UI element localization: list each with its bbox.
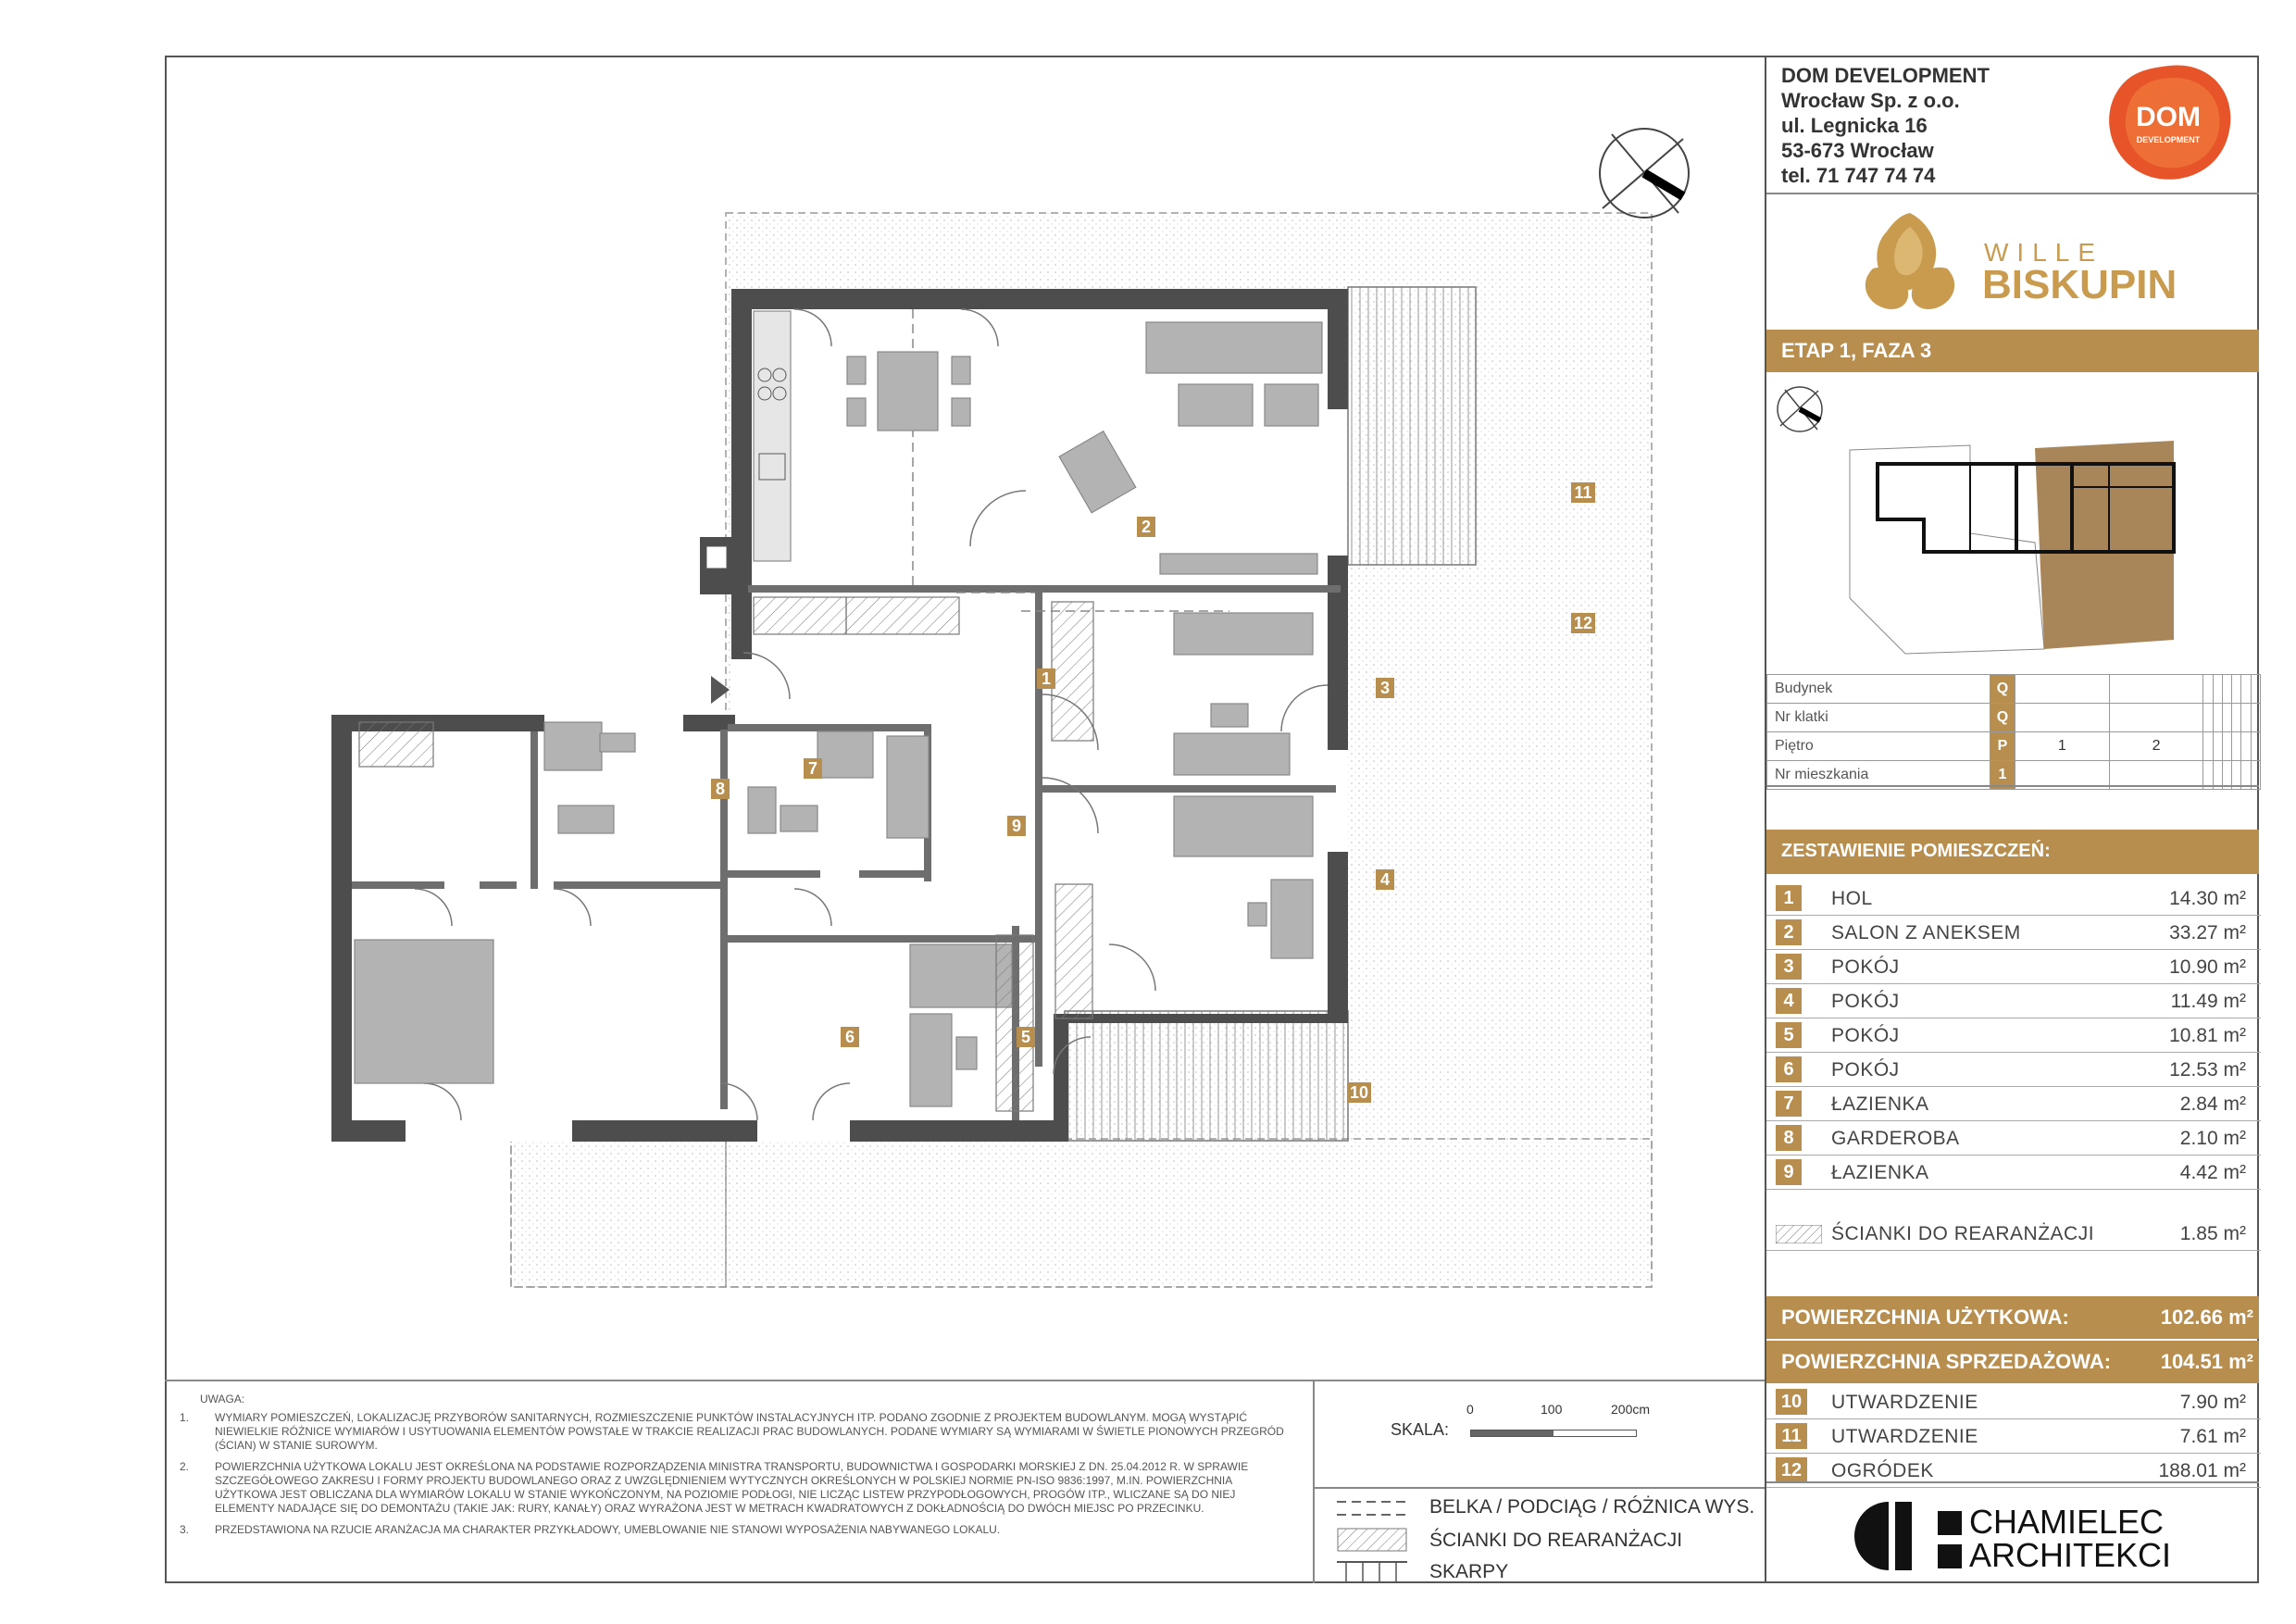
room-row <box>1766 1156 2261 1190</box>
terrace-10 <box>1065 1011 1348 1141</box>
info-cell <box>2232 704 2241 732</box>
info-cell <box>2015 704 2110 732</box>
company-line: 53-673 Wrocław <box>1781 139 1934 162</box>
room-label-9 <box>1007 816 1026 836</box>
room-area: 10.81 m² <box>2169 1025 2246 1046</box>
legend-walls-label: ŚCIANKI DO REARANŻACJI <box>1429 1530 1683 1551</box>
extra-row <box>1766 1385 2261 1419</box>
scale-label: SKALA: <box>1391 1420 1450 1439</box>
walls-row-label: ŚCIANKI DO REARANŻACJI <box>1831 1223 2095 1244</box>
architect-logo <box>1854 1502 2243 1576</box>
room-number: 5 <box>1776 1022 1802 1048</box>
info-panel <box>1765 56 2259 1583</box>
info-cell <box>2251 675 2260 704</box>
room-area: 10.90 m² <box>2169 956 2246 978</box>
info-cell <box>2213 732 2222 761</box>
info-cell <box>2213 675 2222 704</box>
room-row <box>1766 1087 2261 1121</box>
info-row <box>1767 732 2261 761</box>
scale-tick: 200cm <box>1611 1402 1651 1417</box>
walls-row-area: 1.85 m² <box>2179 1223 2246 1244</box>
extra-area: 7.90 m² <box>2179 1392 2246 1413</box>
info-cell <box>2109 704 2203 732</box>
company-line: tel. 71 747 74 74 <box>1781 164 1936 187</box>
info-cell <box>2222 704 2231 732</box>
room-number: 1 <box>1776 885 1802 911</box>
floor-plan <box>165 56 1766 1380</box>
room-area: 2.10 m² <box>2179 1128 2246 1149</box>
info-code: P <box>1990 732 2015 761</box>
room-name: POKÓJ <box>1831 1025 1900 1046</box>
info-row <box>1767 675 2261 704</box>
room-label-6 <box>841 1027 859 1047</box>
info-cell <box>2241 704 2251 732</box>
room-label-text: 9 <box>1011 817 1022 835</box>
architect-mark-icon <box>1854 1502 1930 1570</box>
room-area: 11.49 m² <box>2170 991 2246 1012</box>
sales-area-band <box>1766 1341 2259 1383</box>
room-area: 33.27 m² <box>2169 922 2246 943</box>
extra-number: 11 <box>1776 1423 1807 1449</box>
room-label-text: 10 <box>1349 1083 1369 1102</box>
usable-area-value: 102.66 m² <box>2160 1305 2253 1329</box>
room-name: ŁAZIENKA <box>1831 1093 1929 1115</box>
room-label-text: 7 <box>807 759 818 778</box>
sales-area-value: 104.51 m² <box>2160 1350 2253 1373</box>
info-cell: 2 <box>2109 732 2203 761</box>
note-number: 3. <box>180 1523 190 1536</box>
info-cell: 1 <box>2015 732 2110 761</box>
info-cell <box>2251 704 2260 732</box>
architect-name-2: ARCHITEKCI <box>1969 1536 2172 1574</box>
room-name: GARDEROBA <box>1831 1128 1960 1149</box>
room-label-text: 1 <box>1041 669 1052 688</box>
note-number: 1. <box>180 1411 190 1424</box>
room-name: HOL <box>1831 888 1873 909</box>
divider <box>1766 1481 2259 1483</box>
note-number: 2. <box>180 1460 190 1473</box>
info-code: Q <box>1990 675 2015 704</box>
room-label-text: 12 <box>1573 614 1593 632</box>
info-cell <box>2109 675 2203 704</box>
room-row <box>1766 984 2261 1018</box>
room-label-3 <box>1376 678 1394 698</box>
room-name: POKÓJ <box>1831 991 1900 1012</box>
room-label-text: 8 <box>715 780 726 798</box>
room-name: POKÓJ <box>1831 1059 1900 1081</box>
info-cell <box>2213 704 2222 732</box>
room-label-text: 11 <box>1574 483 1592 502</box>
stage-label: ETAP 1, FAZA 3 <box>1781 339 1932 362</box>
company-line: DOM DEVELOPMENT <box>1781 64 1990 87</box>
project-word-1: WILLE <box>1984 238 2104 267</box>
info-row <box>1767 704 2261 732</box>
room-label-2 <box>1137 517 1155 537</box>
room-area: 14.30 m² <box>2169 888 2246 909</box>
note-item <box>180 1411 1291 1453</box>
room-number: 2 <box>1776 919 1802 945</box>
walls-legend-icon <box>1337 1528 1407 1552</box>
info-code: 1 <box>1990 761 2015 790</box>
info-code: Q <box>1990 704 2015 732</box>
project-word-2: BISKUPIN <box>1982 262 2177 307</box>
room-area: 12.53 m² <box>2169 1059 2246 1081</box>
extra-name: OGRÓDEK <box>1831 1460 1934 1481</box>
info-cell <box>2251 732 2260 761</box>
legend-section <box>1313 1380 1765 1583</box>
note-item <box>180 1460 1291 1516</box>
room-row <box>1766 881 2261 916</box>
legend-reveals-label: SKARPY <box>1429 1561 1509 1582</box>
divider <box>1766 785 2259 787</box>
rooms-title-band <box>1766 830 2259 874</box>
extra-row <box>1766 1419 2261 1454</box>
terrace-11 <box>1348 287 1476 565</box>
room-row <box>1766 950 2261 984</box>
room-number: 7 <box>1776 1091 1802 1117</box>
note-text: WYMIARY POMIESZCZEŃ, LOKALIZACJĘ PRZYBORÓW SANITARNYCH, ROZMIESZCZENIE PUNKTÓW INSTALACYJNYCH ITP. PODANO ZGODNIE Z PROJEKTEM BUDOWLANYM. MOGĄ WYSTĄPIĆ NIEWIELKIE RÓŻNICE WYMIARÓW I USYTUOWANIA ELEMENTÓW POWSTAŁE W TRAKCIE REALIZACJI PRAC BUDOWLANYCH. PODANE WYMIARY SĄ WYMIARAMI W ŚWIETLE PIONOWYCH PRZEGRÓD (ŚCIAN) W STANIE SUROWYM. <box>215 1411 1284 1452</box>
room-label-text: 4 <box>1379 870 1391 889</box>
room-label-4 <box>1376 869 1394 890</box>
logo-text: DOM <box>2136 102 2201 132</box>
info-label: Nr klatki <box>1767 704 1990 732</box>
divider <box>1315 1487 1765 1489</box>
extra-area: 7.61 m² <box>2179 1426 2246 1447</box>
room-area: 2.84 m² <box>2179 1093 2246 1115</box>
sales-area-label: POWIERZCHNIA SPRZEDAŻOWA: <box>1781 1350 2112 1373</box>
extra-name: UTWARDZENIE <box>1831 1392 1978 1413</box>
info-cell <box>2203 732 2213 761</box>
extra-name: UTWARDZENIE <box>1831 1426 1978 1447</box>
wille-biskupin-logo <box>1854 194 2188 329</box>
room-row <box>1766 1053 2261 1087</box>
extra-number: 12 <box>1776 1457 1807 1483</box>
room-row <box>1766 916 2261 950</box>
room-area: 4.42 m² <box>2179 1162 2246 1183</box>
info-label: Budynek <box>1767 675 1990 704</box>
room-label-1 <box>1037 668 1055 689</box>
info-cell <box>2232 675 2241 704</box>
extra-number: 10 <box>1776 1389 1807 1415</box>
room-label-text: 5 <box>1020 1028 1031 1046</box>
notes-section <box>165 1380 1313 1585</box>
room-number: 9 <box>1776 1159 1802 1185</box>
key-plan <box>1766 376 2261 670</box>
note-item <box>180 1523 1291 1537</box>
company-line: Wrocław Sp. z o.o. <box>1781 89 1960 112</box>
logo-subtext: DEVELOPMENT <box>2136 135 2201 144</box>
room-row <box>1766 1018 2261 1053</box>
beam-legend-icon <box>1337 1496 1407 1520</box>
info-cell <box>2232 732 2241 761</box>
note-text: POWIERZCHNIA UŻYTKOWA LOKALU JEST OKREŚLONA NA PODSTAWIE ROZPORZĄDZENIA MINISTRA TRANSPORTU, BUDOWNICTWA I GOSPODARKI MORSKIEJ Z DN. 25.04.2012 R. W SPRAWIE SZCZEGÓŁOWEGO ZAKRESU I FORMY PROJEKTU BUDOWLANEGO ORAZ Z UWZGLĘDNIENIEM WYTYCZNYCH OKREŚLONYCH W POLSKIEJ NORMIE PN-ISO 9836:1997, M.IN. POWIERZCHNIA UŻYTKOWA JEST OBLICZANA DLA WYMIARÓW LOKALU W STANIE WYKOŃCZONYM, NA POZIOMIE PODŁOGI, NIE LICZĄC LISTEW PRZYPODŁOGOWYCH, PROGÓW ITP., WLICZANE SĄ DO NIEJ ELEMENTY NADAJĄCE SIĘ DO DEMONTAŻU (TAKIE JAK: RURY, KANAŁY) ORAZ WYRAŻONA JEST W METRACH KWADRATOWYCH Z DOKŁADNOŚCIĄ DO DWÓCH MIEJSC PO PRZECINKU. <box>215 1460 1249 1515</box>
scale-tick: 100 <box>1541 1402 1563 1417</box>
info-label: Nr mieszkania <box>1767 761 1990 790</box>
room-label-8 <box>711 779 730 799</box>
room-label-11 <box>1571 482 1595 503</box>
usable-area-band <box>1766 1296 2259 1339</box>
scale-tick: 0 <box>1466 1402 1474 1417</box>
room-number: 3 <box>1776 954 1802 980</box>
rooms-title: ZESTAWIENIE POMIESZCZEŃ: <box>1781 841 2051 861</box>
notes-title: UWAGA: <box>200 1393 245 1405</box>
dom-logo <box>2100 61 2239 186</box>
reveals-legend-icon <box>1337 1559 1407 1583</box>
room-label-text: 2 <box>1141 518 1152 536</box>
room-label-5 <box>1017 1027 1035 1047</box>
info-table <box>1766 674 2261 790</box>
info-cell <box>2241 675 2251 704</box>
scale-bar <box>1470 1430 1637 1437</box>
architect-name-1: CHAMIELEC <box>1969 1503 2165 1541</box>
room-row <box>1766 1121 2261 1156</box>
room-number: 6 <box>1776 1056 1802 1082</box>
company-address <box>1781 63 1990 188</box>
usable-area-label: POWIERZCHNIA UŻYTKOWA: <box>1781 1305 2069 1329</box>
room-label-text: 6 <box>844 1028 855 1046</box>
info-cell <box>2203 704 2213 732</box>
hatch-swatch-icon <box>1776 1225 1822 1243</box>
stage-band <box>1766 330 2259 372</box>
room-label-text: 3 <box>1379 679 1391 697</box>
walls-row <box>1766 1217 2261 1251</box>
room-name: SALON Z ANEKSEM <box>1831 922 2021 943</box>
room-number: 8 <box>1776 1125 1802 1151</box>
room-number: 4 <box>1776 988 1802 1014</box>
room-label-10 <box>1347 1082 1371 1103</box>
note-text: PRZEDSTAWIONA NA RZUCIE ARANŻACJA MA CHARAKTER PRZYKŁADOWY, UMEBLOWANIE NIE STANOWI WYPOSAŻENIA NABYWANEGO LOKALU. <box>215 1523 1001 1536</box>
room-label-7 <box>804 758 822 779</box>
info-cell <box>2222 675 2231 704</box>
room-name: POKÓJ <box>1831 956 1900 978</box>
north-arrow <box>1600 129 1689 218</box>
legend-beam-label: BELKA / PODCIĄG / RÓŻNICA WYS. <box>1429 1496 1755 1518</box>
info-cell <box>2222 732 2231 761</box>
room-label-12 <box>1571 613 1595 633</box>
company-line: ul. Legnicka 16 <box>1781 114 1928 137</box>
info-cell <box>2015 675 2110 704</box>
room-name: ŁAZIENKA <box>1831 1162 1929 1183</box>
info-cell <box>2241 732 2251 761</box>
extra-area: 188.01 m² <box>2158 1460 2246 1481</box>
info-label: Piętro <box>1767 732 1990 761</box>
info-cell <box>2203 675 2213 704</box>
